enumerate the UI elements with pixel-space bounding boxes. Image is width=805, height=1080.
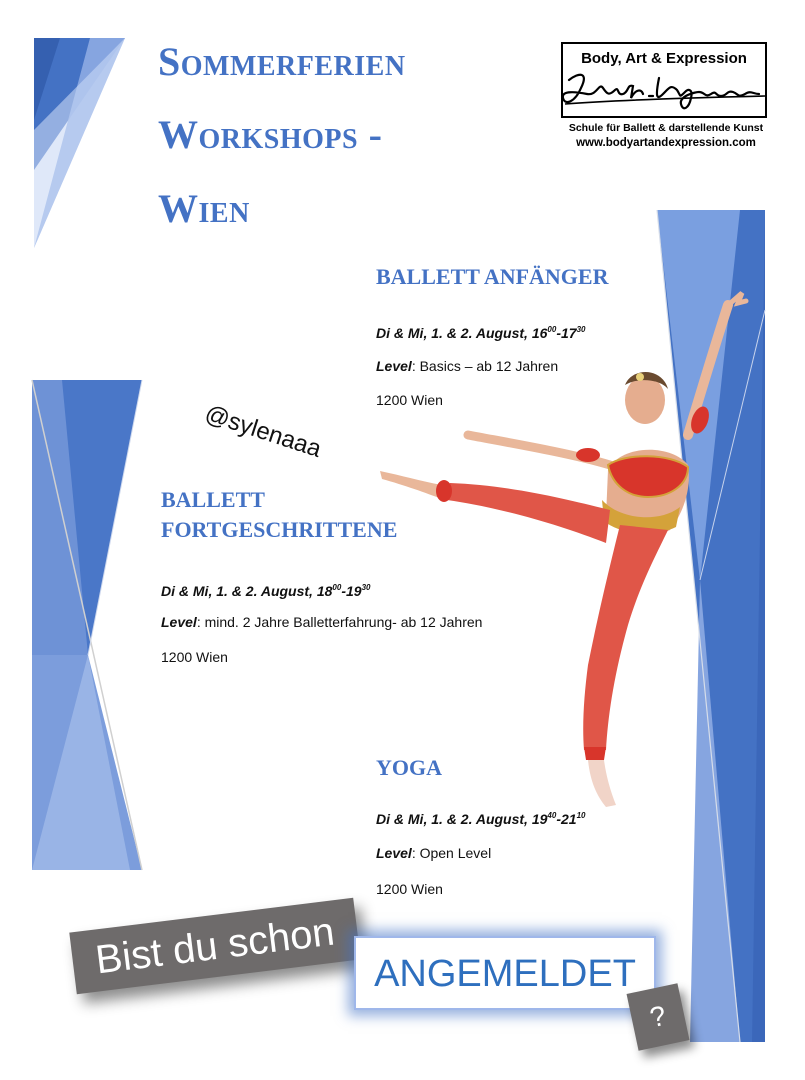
workshop-level — [376, 846, 491, 860]
schedule-start-minute: 40 — [547, 811, 557, 820]
left-triangles — [32, 380, 142, 870]
level-value: : mind. 2 Jahre Balletterfahrung- ab 12 Jahren — [196, 614, 483, 630]
logo-subtitle: Schule für Ballett & darstellende Kunst — [568, 122, 764, 134]
workshop-schedule — [376, 812, 585, 826]
workshop-title-ballett-fortgeschrittene-line-1: BALLETT — [161, 487, 265, 512]
workshop-title-ballett-fortgeschrittene-line-2: FORTGESCHRITTENE — [161, 517, 398, 542]
level-label: Level — [161, 614, 197, 630]
schedule-start-hour: 19 — [531, 811, 548, 827]
schedule-separator: - — [341, 583, 346, 599]
workshop-location: 1200 Wien — [376, 881, 443, 897]
level-label: Level — [376, 358, 412, 374]
signature-icon — [559, 68, 769, 116]
page-title-line-3: Wien — [158, 186, 250, 231]
schedule-start-hour: 18 — [316, 583, 333, 599]
schedule-end-minute: 30 — [576, 325, 586, 334]
top-left-triangles — [34, 38, 125, 248]
schedule-separator: - — [556, 325, 561, 341]
level-value: : Open Level — [411, 845, 492, 861]
page-title-line-2: Workshops - — [158, 112, 383, 157]
school-logo — [561, 42, 767, 118]
logo-website: www.bodyartandexpression.com — [576, 137, 756, 149]
workshop-title-yoga: YOGA — [376, 755, 442, 780]
workshop-title-ballett-anfaenger: BALLETT ANFÄNGER — [376, 264, 609, 289]
ballet-dancer-illustration — [370, 285, 760, 815]
schedule-start-minute: 00 — [547, 325, 557, 334]
schedule-end-hour: 19 — [345, 583, 362, 599]
schedule-prefix: Di & Mi, 1. & 2. August, — [376, 811, 532, 827]
logo-name: Body, Art & Expression — [581, 50, 747, 67]
banner-question-start: Bist du schon — [69, 898, 360, 994]
schedule-end-minute: 30 — [361, 583, 371, 592]
schedule-prefix: Di & Mi, 1. & 2. August, — [161, 583, 317, 599]
workshop-location: 1200 Wien — [161, 649, 228, 665]
schedule-start-hour: 16 — [531, 325, 548, 341]
banner-registered-box: ANGEMELDET — [354, 936, 656, 1010]
instagram-handle: @sylenaaa — [201, 400, 325, 463]
page-title-line-1: Sommerferien — [158, 39, 406, 84]
workshop-location: 1200 Wien — [376, 392, 443, 408]
workshop-schedule — [161, 584, 370, 598]
schedule-prefix: Di & Mi, 1. & 2. August, — [376, 325, 532, 341]
schedule-end-hour: 17 — [560, 325, 577, 341]
schedule-start-minute: 00 — [332, 583, 342, 592]
schedule-end-minute: 10 — [576, 811, 586, 820]
level-value: : Basics – ab 12 Jahren — [411, 358, 559, 374]
schedule-separator: - — [556, 811, 561, 827]
schedule-end-hour: 21 — [560, 811, 577, 827]
banner-question-mark: ? — [627, 983, 690, 1051]
level-label: Level — [376, 845, 412, 861]
